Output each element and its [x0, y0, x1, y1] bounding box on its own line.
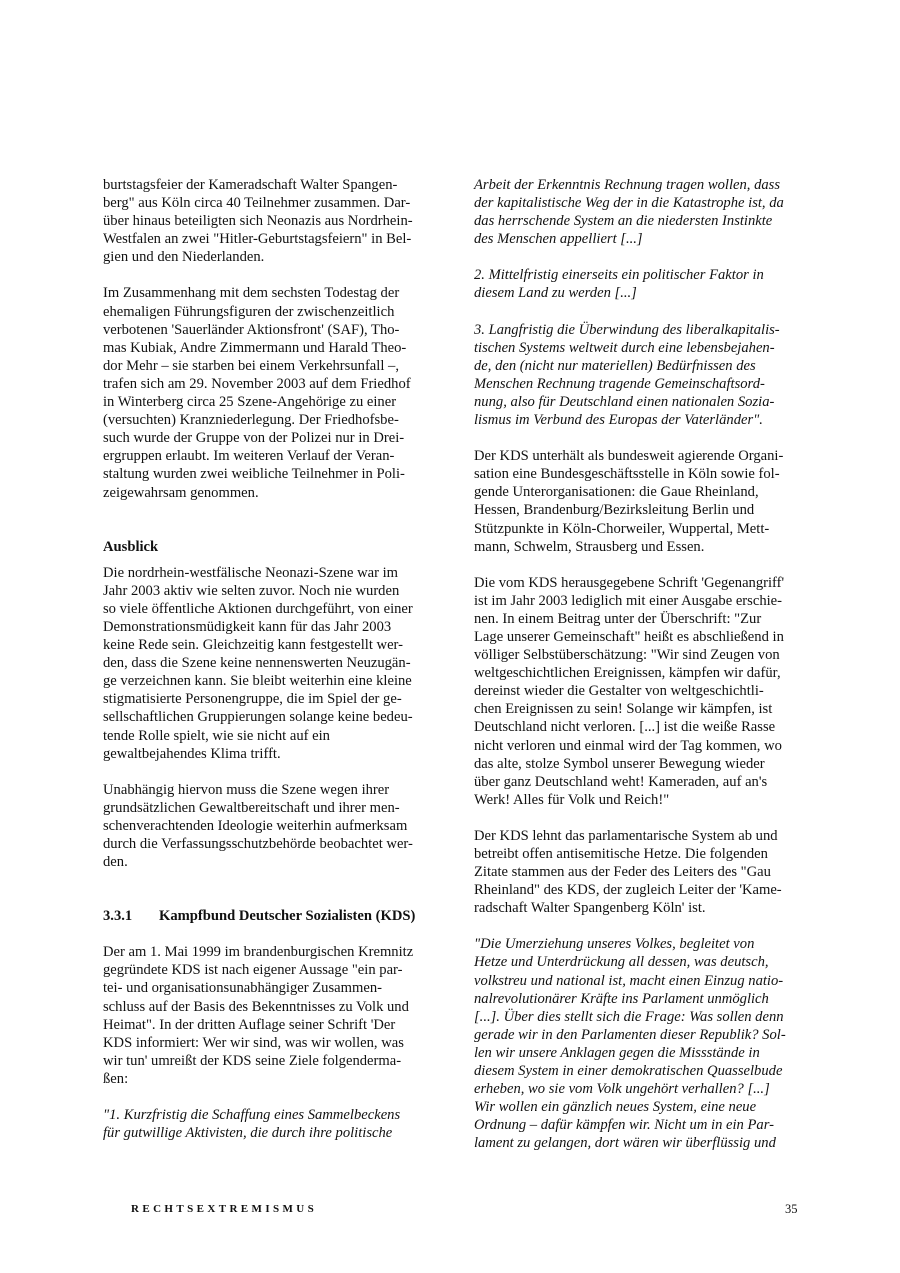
quote-kds-goals-continued: Arbeit der Erkenntnis Rechnung tragen wollen, dass der kapitalistische Weg der in die Katastrophe ist, da das herrschende System an die niedersten Instinkte des Menschen appelliert [...]: [474, 177, 784, 248]
paragraph-observation: Unabhängig hiervon muss die Szene wegen ihrer grundsätzlichen Gewaltbereitschaft und ihrer men- schenverachtenden Ideologie weiterhin aufmerksam durch die Verfassungsschutzbehörde beobachtet wer- den.: [103, 781, 413, 871]
section-number: 3.3.1: [103, 908, 133, 925]
page-number: 35: [785, 1202, 798, 1216]
quote-kds-goal-3: 3. Langfristig die Überwindung des liberalkapitalis- tischen Systems weltweit durch eine lebensbejahen- de, den (nicht nur materiellen) Bedürfnissen des Menschen Rechnung tragende Gemeinschaftsord- nung, also für Deutschland einen nationalen Sozia- lismus im Verbund des Europas der Vaterländer".: [474, 321, 780, 429]
paragraph-kds-founding: Der am 1. Mai 1999 im brandenburgischen Kremnitz gegründete KDS ist nach eigener Aussage "ein par- tei- und organisationsunabhängiger Zusammen- schluss auf der Basis des Bekenntnisses zu Volk und Heimat". In der dritten Auflage seiner Schrift 'Der KDS informiert: Wer wir sind, was wir wollen, was wir tun' umreißt der KDS seine Ziele folgenderma- ßen:: [103, 944, 414, 1087]
running-title: RECHTSEXTREMISMUS: [131, 1203, 318, 1215]
paragraph-saf-memorial: Im Zusammenhang mit dem sechsten Todestag der ehemaligen Führungsfiguren der zwischenzeitlich verbotenen 'Sauerländer Aktionsfront' (SAF), Tho- mas Kubiak, Andre Zimmermann und Harald Theo- dor Mehr – sie starben bei einem Verkehrsunfall –, trafen sich am 29. November 2003 auf dem Friedhof in Winterberg circa 25 Szene-Angehörige zu einer (versuchten) Kranzniederlegung. Der Friedhofsbe- such wurde der Gruppe von der Polizei nur in Drei- ergruppen erlaubt. Im weiteren Verlauf der Veran- staltung wurden zwei weibliche Teilnehmer in Poli- zeigewahrsam genommen.: [103, 285, 411, 501]
paragraph-birthday-celebrations: burtstagsfeier der Kameradschaft Walter Spangen- berg" aus Köln circa 40 Teilnehmer zusammen. Dar- über hinaus beteiligten sich Neonazis aus Nordrhein- Westfalen an zwei "Hitler-Geburtstagsfeiern" in Bel- gien und den Niederlanden.: [103, 177, 413, 266]
quote-umerziehung: "Die Umerziehung unseres Volkes, begleitet von Hetze und Unterdrückung all dessen, was deutsch, volkstreu und national ist, macht einen Einzug natio- nalrevolutionärer Kräfte ins Parlament unmöglich [...]. Über dies stellt sich die Frage: Was sollen denn gerade wir in den Parlamenten dieser Republik? Sol- len wir unsere Anklagen gegen die Missstände in diesem System in einer demokratischen Quasselbude erheben, wo sie vom Volk ungehört verhallen? [...] Wir wollen ein gänzlich neues System, eine neue Ordnung – dafür kämpfen wir. Nicht um in ein Par- lament zu gelangen, dort wären wir überflüssig und: [474, 936, 786, 1152]
paragraph-outlook: Die nordrhein-westfälische Neonazi-Szene war im Jahr 2003 aktiv wie selten zuvor. Noch nie wurden so viele öffentliche Aktionen durchgeführt, von einer Demonstrationsmüdigkeit kann für das Jahr 2003 keine Rede sein. Gleichzeitig kann festgestellt wer- den, dass die Szene keine nennenswerten Neuzugän- ge verzeichnen kann. Sie bleibt weiterhin eine kleine stigmatisierte Personengruppe, die im Spiel der ge- sellschaftlichen Gruppierungen solange keine bedeu- tende Rolle spielt, wie sie nicht auf ein gewaltbejahendes Klima trifft.: [103, 564, 413, 762]
paragraph-kds-organisation: Der KDS unterhält als bundesweit agierende Organi- sation eine Bundesgeschäftsstelle in Köln sowie fol- gende Unterorganisationen: die Gaue Rheinland, Hessen, Brandenburg/Bezirksleitung Berlin und Stützpunkte in Köln-Chorweiler, Wuppertal, Mett- mann, Schwelm, Strausberg und Essen.: [474, 448, 784, 555]
paragraph-kds-antiparliamentary: Der KDS lehnt das parlamentarische System ab und betreibt offen antisemitische Hetze. Die folgenden Zitate stammen aus der Feder des Leiters des "Gau Rheinland" des KDS, der zugleich Leiter der 'Kame- radschaft Walter Spangenberg Köln' ist.: [474, 827, 782, 917]
quote-kds-goal-2: 2. Mittelfristig einerseits ein politischer Faktor in diesem Land zu werden [...]: [474, 267, 764, 302]
right-column: [474, 176, 799, 1171]
left-column: [103, 176, 428, 1160]
quote-kds-goals-start: "1. Kurzfristig die Schaffung eines Sammelbeckens für gutwillige Aktivisten, die durch ihre politische: [103, 1107, 401, 1142]
heading-ausblick: Ausblick: [103, 538, 159, 555]
section-title: Kampfbund Deutscher Sozialisten (KDS): [159, 908, 416, 925]
paragraph-gegenangriff: Die vom KDS herausgegebene Schrift 'Gegenangriff' ist im Jahr 2003 lediglich mit einer Ausgabe erschie- nen. In einem Beitrag unter der Überschrift: "Zur Lage unserer Gemeinschaft" heißt es abschließend in völliger Selbstüberschätzung: "Wir sind Zeugen von weltgeschichtlichen Ereignissen, kämpfen wir dafür, dereinst wieder die Gestalter von weltgeschichtli- chen Ereignissen zu sein! Solange wir kämpfen, ist Deutschland nicht verloren. [...] ist die weiße Rasse nicht verloren und einmal wird der Tag kommen, wo das alte, stolze Symbol unserer Bewegung wieder über ganz Deutschland weht! Kameraden, auf an's Werk! Alles für Volk und Reich!": [474, 574, 785, 808]
section-heading-kds: [103, 907, 428, 925]
